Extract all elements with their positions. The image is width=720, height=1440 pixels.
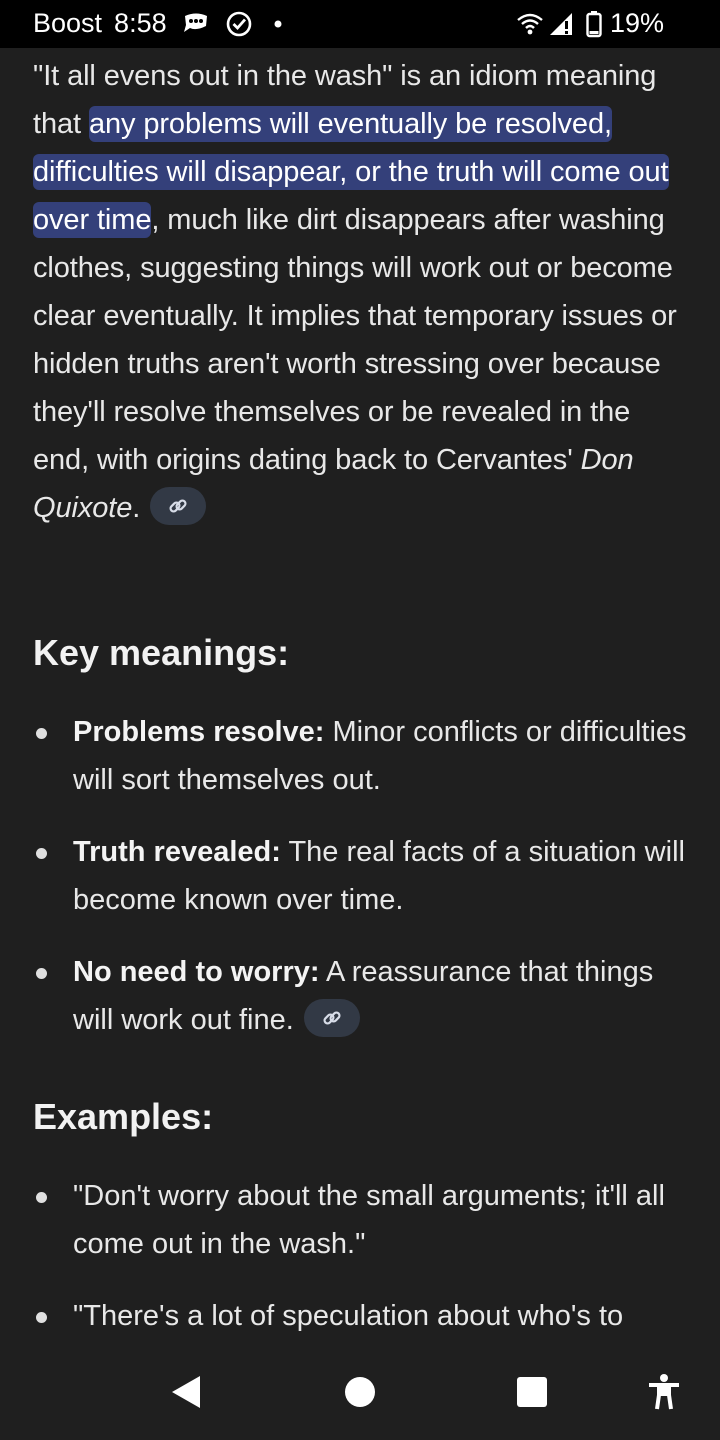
back-button[interactable]: [166, 1372, 206, 1412]
list-item: [33, 1292, 693, 1340]
status-bar: [0, 0, 720, 48]
battery-icon: [586, 10, 602, 38]
term-description: A reassurance that things will work out fine.: [73, 956, 654, 1036]
accessibility-icon: [647, 1373, 681, 1411]
examples-heading: Examples:: [33, 1096, 214, 1137]
list-item: [33, 708, 693, 804]
intro-text-end: .: [132, 492, 141, 524]
example-text: "There's a lot of speculation about who's to: [73, 1300, 624, 1332]
bullet-icon: [36, 1192, 47, 1203]
citation-link-button[interactable]: [150, 487, 206, 525]
bullet-icon: [36, 968, 47, 979]
term-description: Minor conflicts or difficulties will sort themselves out.: [73, 716, 687, 796]
bullet-icon: [36, 1312, 47, 1323]
key-meanings-list: [33, 708, 693, 1044]
term-label: Truth revealed:: [73, 836, 281, 868]
wifi-icon: [516, 11, 544, 37]
answer-content: [33, 52, 693, 1332]
battery-percent: 19%: [609, 8, 664, 38]
term-description: The real facts of a situation will become known over time.: [73, 836, 685, 916]
examples-list: [33, 1172, 693, 1340]
recents-button[interactable]: [512, 1372, 552, 1412]
status-right: [502, 8, 664, 39]
home-icon: [344, 1376, 376, 1408]
bullet-icon: [36, 848, 47, 859]
link-icon: [168, 496, 188, 516]
bullet-icon: [36, 728, 47, 739]
key-meanings-heading: Key meanings:: [33, 632, 290, 673]
intro-text-start: "It all evens out in the wash" is an idiom meaning that: [33, 60, 657, 140]
recents-icon: [516, 1376, 548, 1408]
citation-link-button[interactable]: [304, 999, 360, 1037]
check-circle-icon: [225, 10, 253, 38]
term-label: No need to worry:: [73, 956, 320, 988]
home-button[interactable]: [340, 1372, 380, 1412]
list-item: [33, 828, 693, 924]
example-text: "Don't worry about the small arguments; it'll all come out in the wash.": [73, 1180, 665, 1260]
back-icon: [170, 1374, 202, 1410]
navigation-bar: [0, 1350, 720, 1440]
intro-paragraph: [33, 52, 693, 532]
highlighted-text[interactable]: any problems will eventually be resolved, difficulties will disappear, or the truth will come out over time: [33, 108, 669, 236]
signal-icon: [548, 11, 576, 37]
link-icon: [322, 1008, 342, 1028]
intro-italic-title: Don Quixote: [33, 444, 634, 524]
accessibility-button[interactable]: [644, 1372, 684, 1412]
status-left: [33, 8, 283, 39]
list-item: [33, 1172, 693, 1268]
clock: 8:58: [114, 8, 167, 38]
list-item: [33, 948, 693, 1044]
carrier-label: Boost: [33, 8, 103, 38]
term-label: Problems resolve:: [73, 716, 325, 748]
messenger-icon: [181, 12, 211, 36]
intro-text-middle: , much like dirt disappears after washing clothes, suggesting things will work out or become clear eventually. It implies that temporary issues or hidden truths aren't worth stressing over because they'll resolve themselves or be revealed in the end, with origins dating back to Cervantes': [33, 204, 677, 476]
dot-icon: [273, 19, 283, 29]
